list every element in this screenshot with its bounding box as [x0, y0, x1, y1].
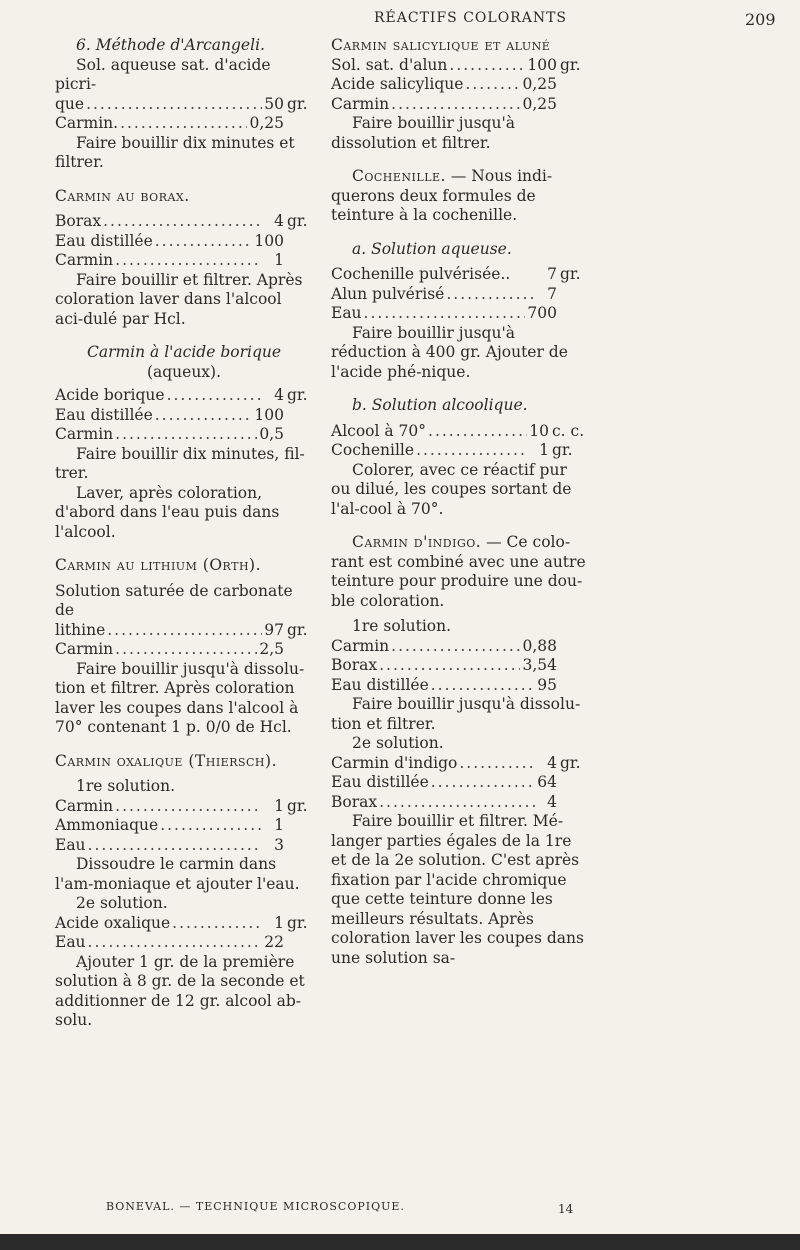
paragraph: Solution saturée de carbonate de: [55, 581, 293, 619]
instruction: Faire bouillir dix minutes, fil-trer.: [55, 444, 305, 482]
page-footer: [0, 1200, 800, 1222]
section-title-indigo: Carmin d'indigo.: [352, 533, 482, 551]
recipe-row: Sol. sat. d'alun ..... 100 gr.: [331, 56, 586, 76]
page-number: 209: [745, 10, 776, 29]
recipe-row: Carmin ..... 1 gr.: [55, 797, 313, 817]
recipe-row: Acide oxalique ..... 1 gr.: [55, 914, 313, 934]
footer-text: BONEVAL. — TECHNIQUE MICROSCOPIQUE.: [106, 1200, 405, 1213]
instruction: Dissoudre le carmin dans l'am-moniaque et ajouter l'eau.: [55, 855, 300, 893]
recipe-row: Carmin ..... 0,5: [55, 425, 313, 445]
recipe-row: Borax ..... 4: [331, 793, 586, 813]
recipe-row: Carmin. ..... 0,25: [55, 114, 313, 134]
solution-label: 2e solution.: [76, 894, 168, 912]
instruction: Faire bouillir dix minutes et filtrer.: [55, 133, 295, 171]
scan-edge: [0, 1234, 800, 1250]
recipe-row: Eau distillée ..... 100: [55, 232, 313, 252]
instruction: Faire bouillir jusqu'à dissolu-tion et filtrer. Après coloration laver les coupes dans l'alcool à 70° contenant 1 p. 0/0 de Hcl.: [55, 659, 305, 736]
section-title-borax: Carmin au borax.: [55, 186, 190, 205]
instruction: Faire bouillir et filtrer. Après coloration laver dans l'alcool aci-dulé par Hcl.: [55, 270, 303, 328]
section-subtitle: (aqueux).: [146, 362, 222, 381]
instruction: Ajouter 1 gr. de la première solution à 8 gr. de la seconde et additionner de 12 gr. alcool ab-solu.: [55, 952, 305, 1029]
right-column: [331, 36, 586, 968]
section-title-lithium: Carmin au lithium (Orth).: [55, 556, 262, 574]
recipe-row: Eau distillée ..... 100: [55, 406, 313, 426]
recipe-row: Eau distillée ..... 95: [331, 676, 586, 696]
recipe-row: Acide salicylique ..... 0,25: [331, 75, 586, 95]
recipe-row: Alun pulvérisé ..... 7: [331, 285, 586, 305]
recipe-row: Acide borique ..... 4 gr.: [55, 386, 313, 406]
section-title-oxalique: Carmin oxalique (Thiersch).: [55, 751, 278, 770]
solution-label: 1re solution.: [76, 777, 176, 795]
recipe-row: Carmin ..... 2,5: [55, 640, 313, 660]
section-title-borique: Carmin à l'acide borique: [86, 343, 282, 361]
recipe-row: Carmin ..... 1: [55, 251, 313, 271]
recipe-row: Carmin ..... 0,25: [331, 95, 586, 115]
paragraph-cochenille: Cochenille. — Nous indi-querons deux formules de teinture à la cochenille.: [331, 167, 553, 224]
instruction: Colorer, avec ce réactif pur ou dilué, les coupes sortant de l'al-cool à 70°.: [331, 460, 572, 518]
recipe-row: Borax ..... 3,54: [331, 656, 586, 676]
instruction: Laver, après coloration, d'abord dans l'eau puis dans l'alcool.: [55, 483, 280, 541]
section-title-cochenille: Cochenille.: [352, 167, 446, 185]
instruction: Faire bouillir jusqu'à dissolu-tion et filtrer.: [331, 695, 581, 733]
recipe-row: Eau ..... 22: [55, 933, 313, 953]
solution-label: 1re solution.: [352, 617, 452, 635]
recipe-row: lithine ..... 97 gr.: [55, 621, 313, 641]
signature-mark: 14: [558, 1202, 574, 1216]
recipe-row: Alcool à 70° ..... 10 c. c.: [331, 422, 586, 442]
paragraph: Sol. aqueuse sat. d'acide picri-: [55, 55, 271, 93]
recipe-row: Borax ..... 4 gr.: [55, 212, 313, 232]
subsection-title: b. Solution alcoolique.: [352, 396, 528, 414]
recipe-row: Eau ..... 700: [331, 304, 586, 324]
section-title-arcangeli: 6. Méthode d'Arcangeli.: [76, 36, 265, 54]
solution-label: 2e solution.: [352, 734, 444, 752]
recipe-row: Eau distillée ..... 64: [331, 773, 586, 793]
running-head: [0, 6, 800, 36]
instruction: Faire bouillir jusqu'à réduction à 400 gr. Ajouter de l'acide phé-nique.: [331, 323, 568, 381]
recipe-row: Carmin d'indigo ..... 4 gr.: [331, 754, 586, 774]
recipe-row: Eau ..... 3: [55, 836, 313, 856]
left-column: [55, 36, 313, 1031]
running-title: RÉACTIFS COLORANTS: [374, 10, 567, 26]
instruction: Faire bouillir et filtrer. Mé-langer parties égales de la 1re et de la 2e solution. C'est après fixation par l'acide chromique que cette teinture donne les meilleurs résultats. Après coloration laver les coupes dans une solution sa-: [331, 812, 584, 967]
recipe-row: Carmin ..... 0,88: [331, 637, 586, 657]
recipe-row: Ammoniaque ..... 1: [55, 816, 313, 836]
subsection-title: a. Solution aqueuse.: [352, 239, 512, 258]
paragraph-indigo: Carmin d'indigo. — Ce colo-rant est combiné avec une autre teinture pour produire une dou-ble coloration.: [331, 533, 586, 610]
recipe-row: Cochenille ..... 1 gr.: [331, 441, 586, 461]
recipe-row: Cochenille pulvérisée.. 7 gr.: [331, 265, 581, 283]
instruction: Faire bouillir jusqu'à dissolution et filtrer.: [331, 114, 515, 152]
section-title-salicylique: Carmin salicylique et aluné: [331, 36, 551, 54]
recipe-row: que ..... 50 gr.: [55, 95, 313, 115]
